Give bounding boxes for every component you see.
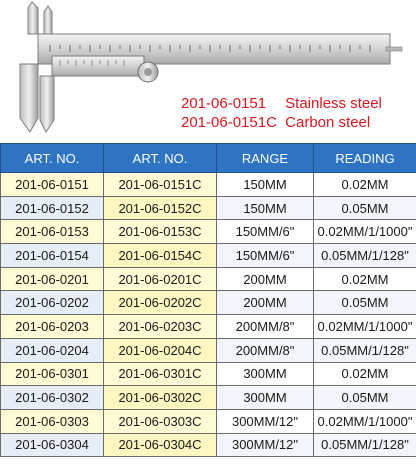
cell-reading: 0.05MM [314,196,416,220]
table-row [1,315,416,339]
cell-art-no-stainless: 201-06-0152 [1,196,104,220]
cell-range: 200MM [217,291,314,315]
cell-art-no-stainless: 201-06-0303 [1,409,104,433]
cell-art-no-carbon: 201-06-0152C [104,196,217,220]
stainless-material-label: Stainless steel [285,95,382,112]
table-body [1,173,416,457]
cell-art-no-carbon: 201-06-0302C [104,386,217,410]
table-row [1,173,416,197]
cell-art-no-carbon: 201-06-0151C [104,173,217,197]
sliding-upper-jaw [44,6,52,34]
carbon-caption-row [181,113,382,132]
cell-reading: 0.02MM/1/1000" [314,409,416,433]
cell-reading: 0.02MM/1/1000" [314,220,416,244]
cell-art-no-stainless: 201-06-0302 [1,386,104,410]
fixed-upper-jaw [28,2,38,34]
cell-art-no-carbon: 201-06-0204C [104,338,217,362]
cell-art-no-carbon: 201-06-0304C [104,433,217,457]
cell-art-no-stainless: 201-06-0304 [1,433,104,457]
table-row [1,244,416,268]
cell-range: 300MM [217,362,314,386]
cell-art-no-stainless: 201-06-0204 [1,338,104,362]
cell-art-no-stainless: 201-06-0203 [1,315,104,339]
cell-range: 150MM [217,196,314,220]
cell-range: 300MM/12" [217,433,314,457]
cell-reading: 0.05MM [314,291,416,315]
table-row [1,267,416,291]
cell-range: 200MM/8" [217,338,314,362]
vernier-slider [52,56,144,76]
stainless-model-code: 201-06-0151 [181,95,267,112]
cell-art-no-stainless: 201-06-0153 [1,220,104,244]
cell-range: 300MM/12" [217,409,314,433]
cell-reading: 0.02MM [314,173,416,197]
cell-range: 150MM/6" [217,220,314,244]
cell-art-no-stainless: 201-06-0154 [1,244,104,268]
cell-art-no-stainless: 201-06-0202 [1,291,104,315]
cell-reading: 0.05MM/1/128" [314,244,416,268]
specification-table [0,143,416,457]
table-row [1,291,416,315]
cell-art-no-carbon: 201-06-0154C [104,244,217,268]
cell-reading: 0.05MM/1/128" [314,338,416,362]
cell-art-no-carbon: 201-06-0301C [104,362,217,386]
table-row [1,196,416,220]
cell-art-no-carbon: 201-06-0201C [104,267,217,291]
table-row [1,338,416,362]
table-header [1,144,416,173]
cell-reading: 0.05MM/1/128" [314,433,416,457]
depth-rod [386,47,402,51]
header-art-no-carbon: ART. NO. [104,144,217,173]
cell-reading: 0.02MM [314,267,416,291]
cell-art-no-carbon: 201-06-0303C [104,409,217,433]
header-reading: READING [314,144,416,173]
cell-range: 300MM [217,386,314,410]
cell-art-no-stainless: 201-06-0201 [1,267,104,291]
cell-art-no-stainless: 201-06-0151 [1,173,104,197]
carbon-model-code: 201-06-0151C [181,114,277,131]
cell-range: 150MM [217,173,314,197]
carbon-material-label: Carbon steel [285,114,371,131]
cell-art-no-carbon: 201-06-0153C [104,220,217,244]
cell-range: 200MM [217,267,314,291]
cell-range: 150MM/6" [217,244,314,268]
table-row [1,409,416,433]
stainless-caption-row [181,94,382,113]
cell-reading: 0.02MM [314,362,416,386]
header-range: RANGE [217,144,314,173]
cell-art-no-carbon: 201-06-0202C [104,291,217,315]
table-row [1,220,416,244]
cell-art-no-stainless: 201-06-0301 [1,362,104,386]
table-row [1,433,416,457]
cell-reading: 0.02MM/1/1000" [314,315,416,339]
table-row [1,362,416,386]
table-row [1,386,416,410]
model-caption [181,94,382,132]
cell-reading: 0.05MM [314,386,416,410]
fixed-lower-jaw [20,64,38,132]
cell-art-no-carbon: 201-06-0203C [104,315,217,339]
cell-range: 200MM/8" [217,315,314,339]
header-art-no-stainless: ART. NO. [1,144,104,173]
sliding-lower-jaw [40,76,54,132]
